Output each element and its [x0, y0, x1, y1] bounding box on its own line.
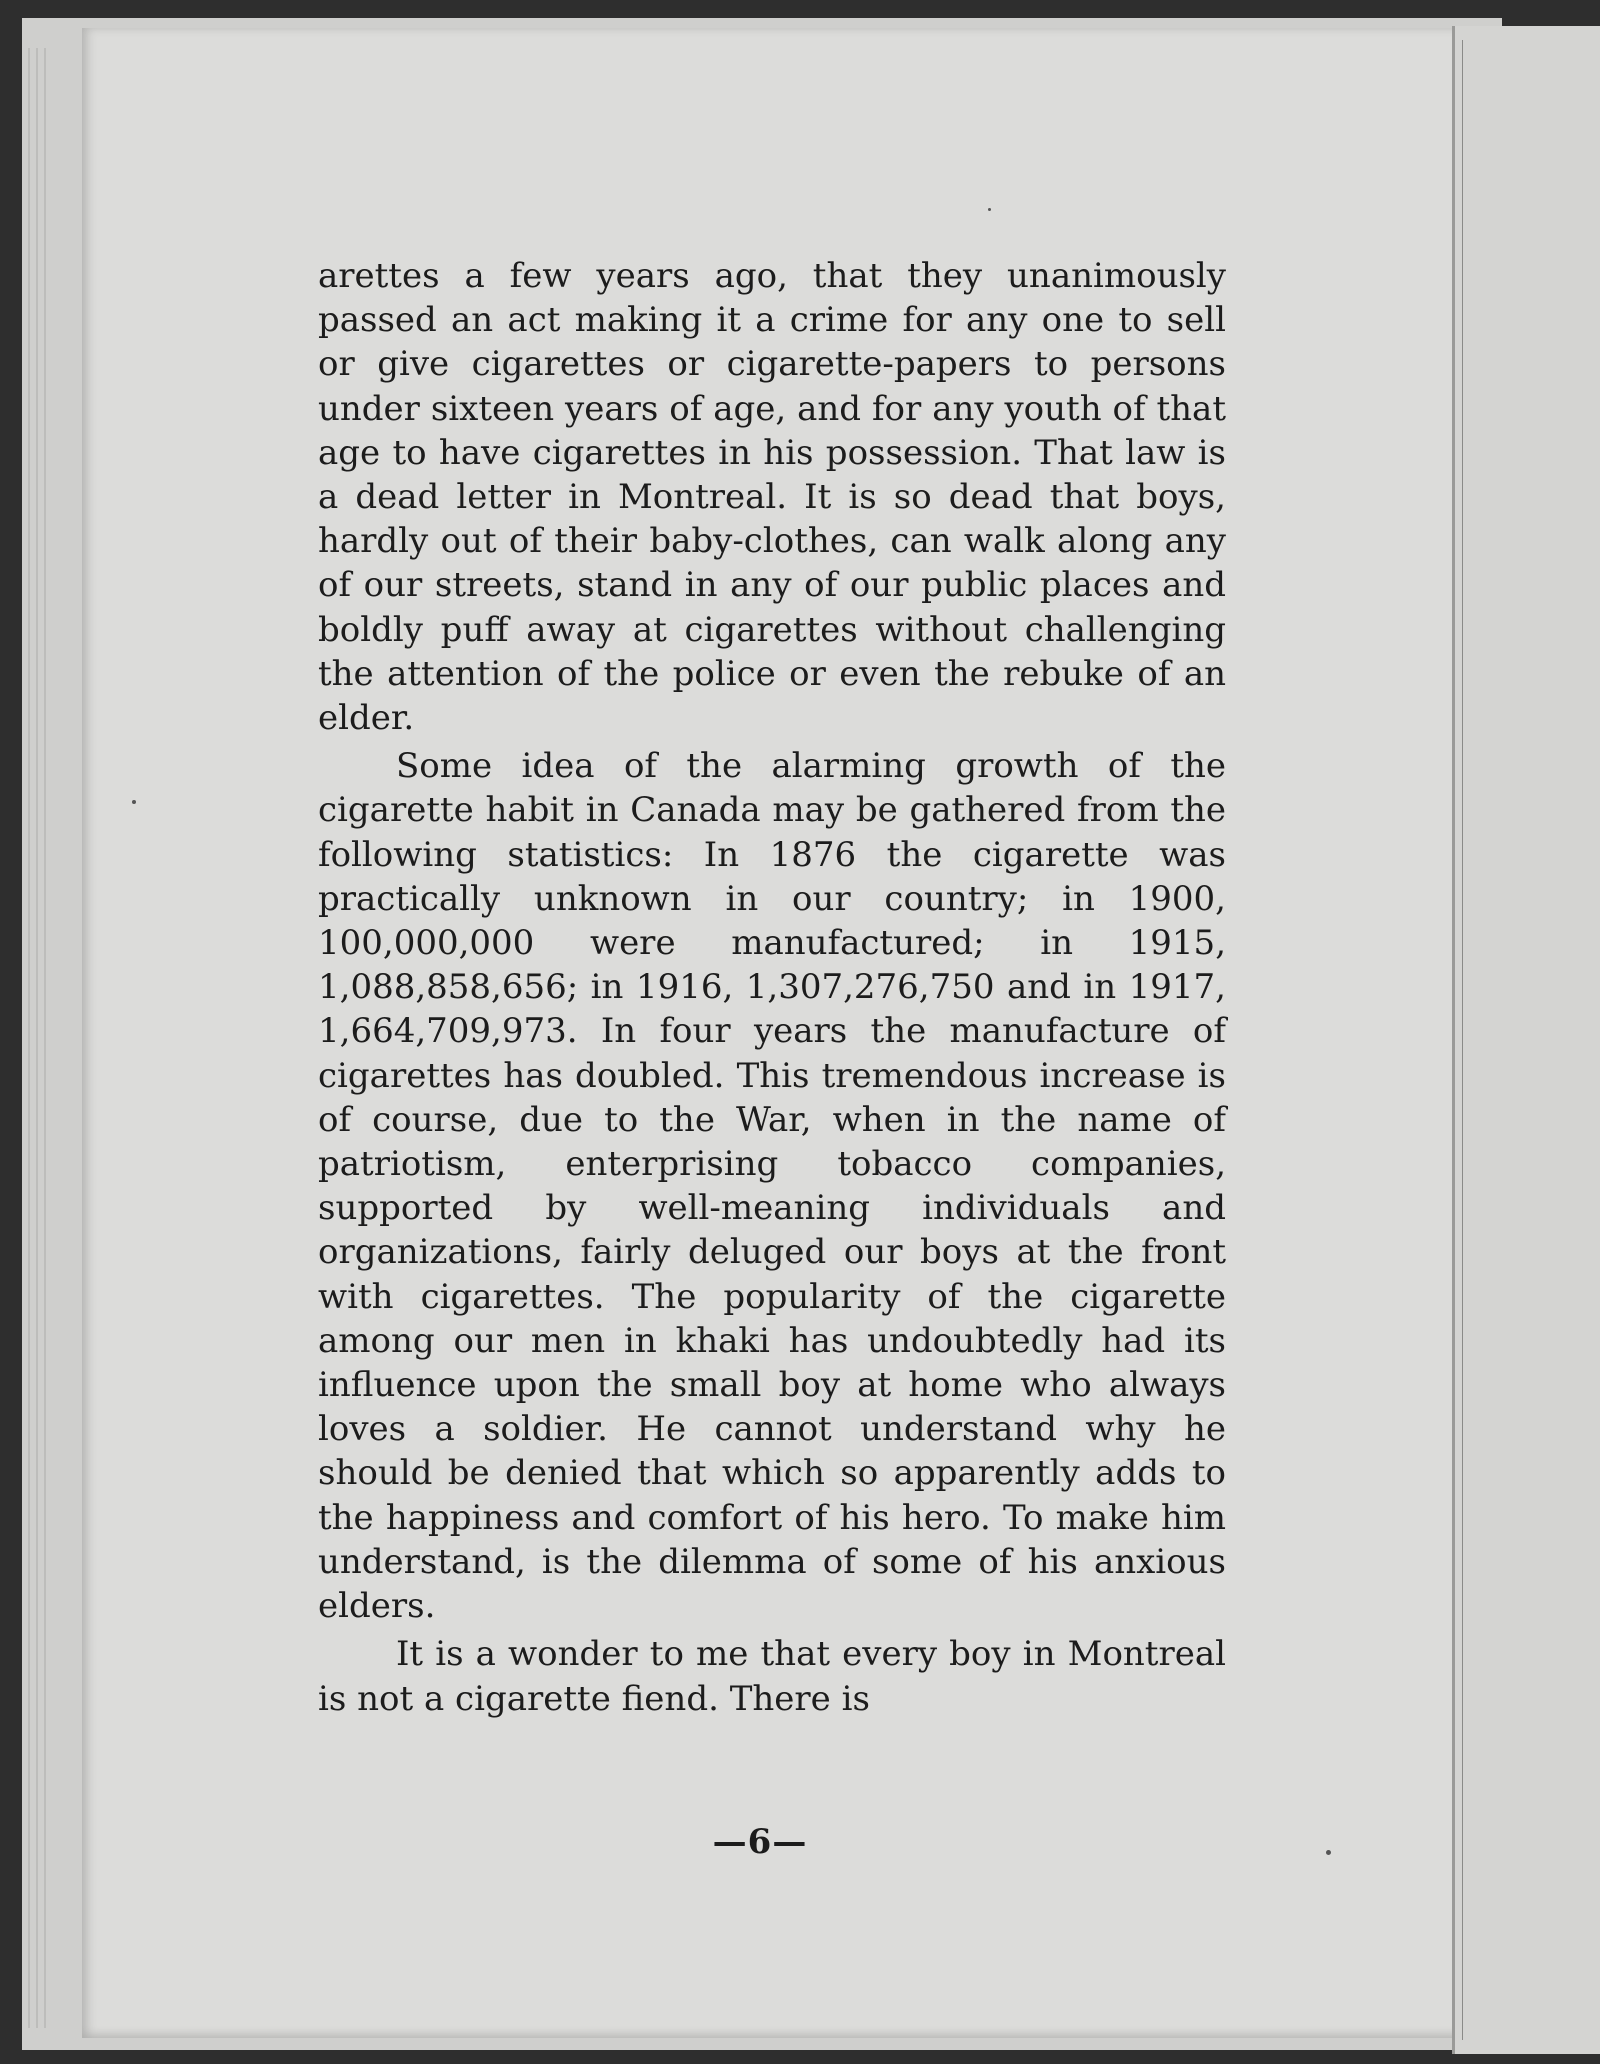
- gutter-line: [1462, 40, 1463, 2040]
- page-edge-line: [28, 48, 30, 2028]
- page-edge-line: [44, 48, 46, 2028]
- body-text: [318, 254, 1226, 1721]
- dust-speck: [132, 800, 136, 804]
- paragraph: arettes a few years ago, that they unanimously passed an act making it a crime for any one to sell or give cigarettes or cigarette-papers to persons under sixteen years of age, and for any youth of that age to have cigarettes in his possession. That law is a dead letter in Montreal. It is so dead that boys, hardly out of their baby-clothes, can walk along any of our streets, stand in any of our public places and boldly puff away at cigarettes without challenging the attention of the police or even the rebuke of an elder.: [318, 256, 1226, 739]
- dust-speck: [988, 208, 991, 211]
- page-number: —6—: [712, 1822, 808, 1862]
- paragraph: Some idea of the alarming growth of the cigarette habit in Canada may be gathered from the following statistics: In 1876 the cigarette was practically unknown in our country; in 1900, 100,000,000 were manufactured; in 1915, 1,088,858,656; in 1916, 1,307,276,750 and in 1917, 1,664,709,973. In four years the manufacture of cigarettes has doubled. This tremendous increase is of course, due to the War, when in the name of patriotism, enterprising tobacco companies, supported by well-meaning individuals and organizations, fairly deluged our boys at the front with cigarettes. The popularity of the cigarette among our men in khaki has undoubtedly had its influence upon the small boy at home who always loves a soldier. He cannot understand why he should be denied that which so apparently adds to the happiness and comfort of his hero. To make him understand, is the dilemma of some of his anxious elders.: [318, 746, 1226, 1627]
- page-edge-line: [36, 48, 38, 2028]
- facing-page-edge: [1452, 26, 1600, 2054]
- paragraph: It is a wonder to me that every boy in Montreal is not a cigarette fiend. There is: [318, 1634, 1226, 1719]
